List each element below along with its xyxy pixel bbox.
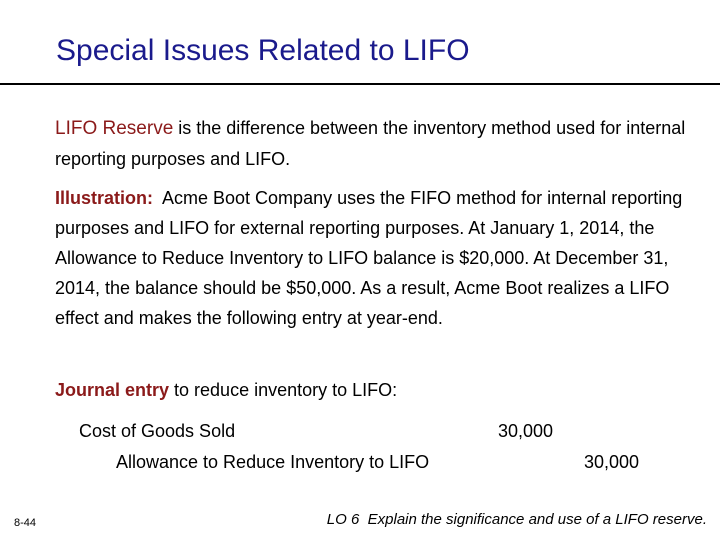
page-number: 8-44 <box>14 517 37 529</box>
illustration-label: Illustration: <box>55 188 153 208</box>
credit-account: Allowance to Reduce Inventory to LIFO <box>116 452 430 472</box>
learning-objective: LO 6 Explain the significance and use of a LIFO reserve. <box>326 511 707 528</box>
debit-account: Cost of Goods Sold <box>79 421 236 441</box>
lifo-reserve-text: is the difference between the inventory method used for internal reporting purposes and LIFO. <box>55 118 686 169</box>
credit-amount: 30,000 <box>584 452 640 472</box>
debit-amount: 30,000 <box>498 421 554 441</box>
title-divider <box>0 83 720 85</box>
journal-entry-text: to reduce inventory to LIFO: <box>169 380 398 400</box>
illustration-paragraph <box>55 183 705 333</box>
lifo-reserve-term: LIFO Reserve <box>55 118 174 139</box>
illustration-text: Acme Boot Company uses the FIFO method for internal reporting purposes and LIFO for external reporting purposes. At January 1, 2014, the Allowance to Reduce Inventory to LIFO balance is $20,000. At December 31, 2014, the balance should be $50,000. As a result, Acme Boot realizes a LIFO effect and makes the following entry at year-end. <box>55 188 688 328</box>
slide-title: Special Issues Related to LIFO <box>56 34 470 67</box>
journal-entry-intro <box>55 375 705 405</box>
journal-entry-label: Journal entry <box>55 380 170 400</box>
lifo-reserve-definition <box>55 113 705 174</box>
